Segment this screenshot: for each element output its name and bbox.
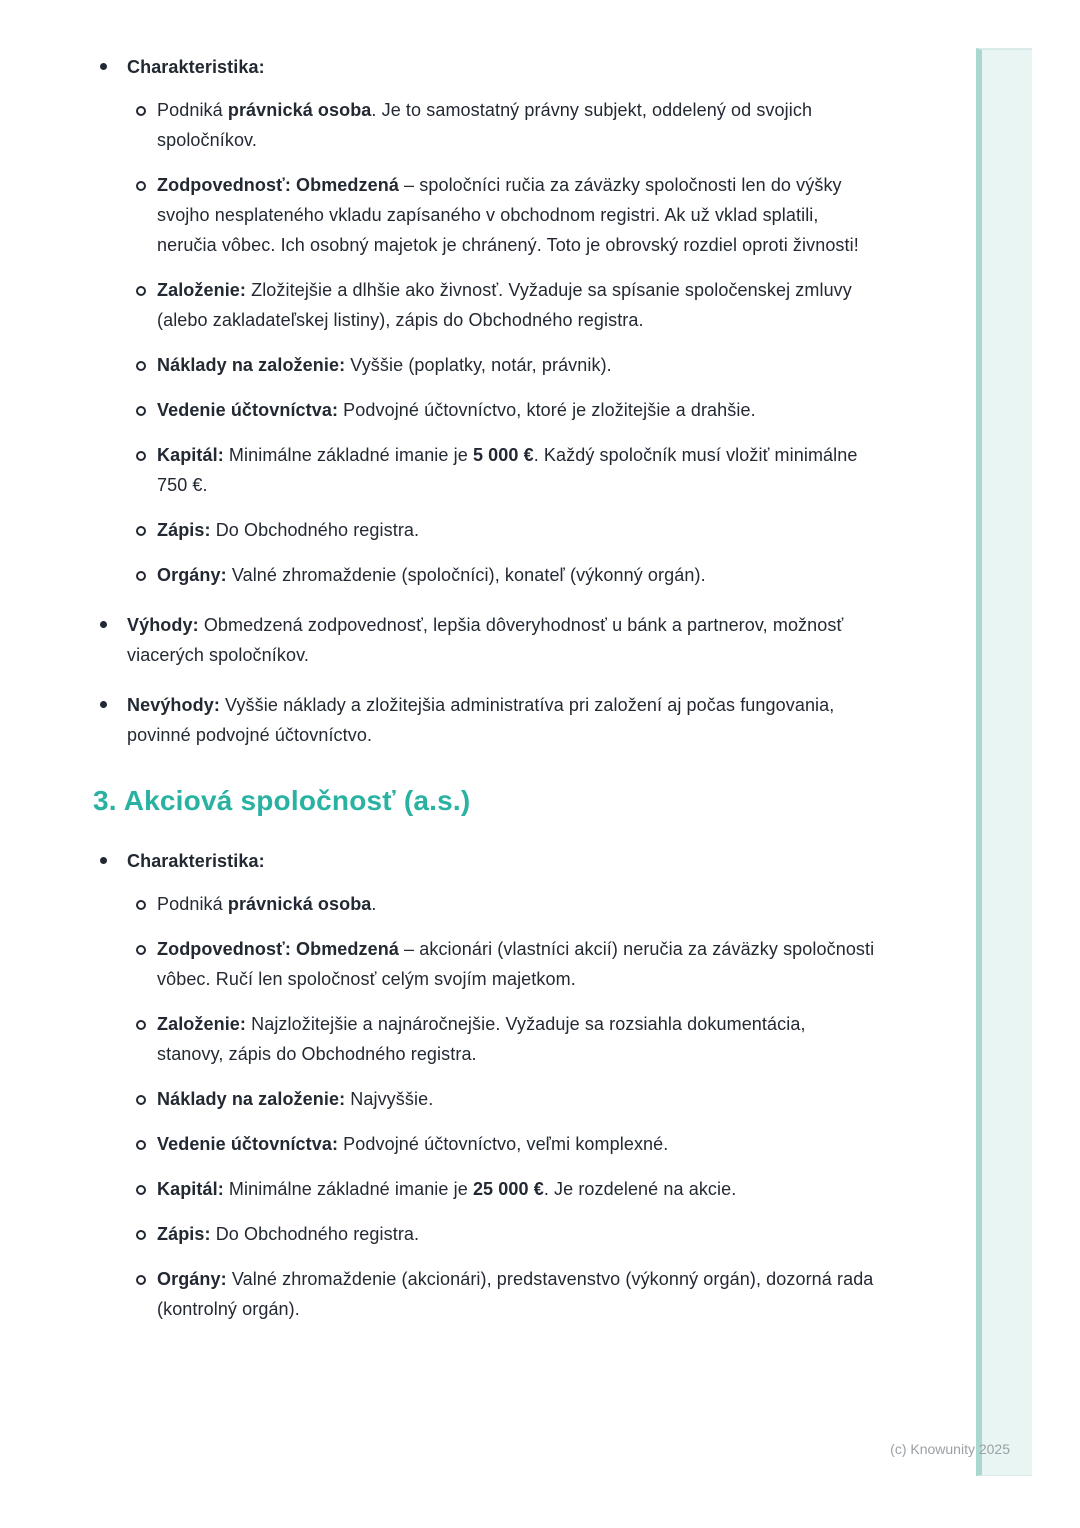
sub-list-item bbox=[127, 515, 877, 545]
bold-text-run: Orgány: bbox=[157, 565, 227, 585]
text-run: . Je to samostatný právny subjekt, oddelený od svojich spoločníkov. bbox=[157, 100, 813, 150]
sub-list-item bbox=[127, 395, 877, 425]
bold-text-run: Založenie: bbox=[157, 280, 247, 300]
text-run: Minimálne základné imanie je bbox=[223, 445, 473, 465]
bold-text-run: Založenie: bbox=[157, 1014, 247, 1034]
section-heading: 3. Akciová spoločnosť (a.s.) bbox=[93, 785, 471, 816]
sub-bullet-list bbox=[127, 95, 903, 590]
sub-list-item bbox=[127, 1129, 877, 1159]
bold-text-run: Zápis: bbox=[157, 520, 211, 540]
text-run: Najvyššie. bbox=[345, 1089, 434, 1109]
text-run: Do Obchodného registra. bbox=[210, 1224, 420, 1244]
bold-text-run: právnická osoba bbox=[227, 894, 372, 914]
text-run: Vyššie náklady a zložitejšia administratíva pri založení aj počas fungovania, povinné podvojné účtovníctvo. bbox=[127, 695, 835, 745]
copyright-watermark: (c) Knowunity 2025 bbox=[890, 1441, 1010, 1457]
bold-text-run: Orgány: bbox=[157, 1269, 227, 1289]
text-run: Minimálne základné imanie je bbox=[223, 1179, 473, 1199]
text-run: Obmedzená zodpovednosť, lepšia dôveryhodnosť u bánk a partnerov, možnosť viacerých spoločníkov. bbox=[127, 615, 844, 665]
sub-list-item bbox=[127, 350, 877, 380]
sub-list-item bbox=[127, 275, 877, 335]
bold-text-run: Nevýhody: bbox=[127, 695, 220, 715]
bold-text-run: Výhody: bbox=[127, 615, 199, 635]
sub-list-item bbox=[127, 934, 877, 994]
sub-list-item bbox=[127, 1174, 877, 1204]
bold-text-run: Zodpovednosť: Obmedzená bbox=[157, 175, 399, 195]
sub-list-item bbox=[127, 560, 877, 590]
sub-list-item bbox=[127, 1264, 877, 1324]
list-item bbox=[93, 846, 903, 1324]
bold-text-run: Kapitál: bbox=[157, 1179, 224, 1199]
text-run: Valné zhromaždenie (spoločníci), konateľ (výkonný orgán). bbox=[226, 565, 706, 585]
text-run: . bbox=[371, 894, 377, 914]
text-run: – akcionári (vlastníci akcií) neručia za záväzky spoločnosti vôbec. Ručí len spoločnosť celým svojím majetkom. bbox=[157, 939, 875, 989]
text-run: Vyššie (poplatky, notár, právnik). bbox=[345, 355, 612, 375]
text-run: Valné zhromaždenie (akcionári), predstavenstvo (výkonný orgán), dozorná rada (kontrolný orgán). bbox=[157, 1269, 874, 1319]
sub-list-item bbox=[127, 1084, 877, 1114]
bold-text-run: Kapitál: bbox=[157, 445, 224, 465]
sub-list-item bbox=[127, 170, 877, 260]
list-item bbox=[93, 690, 903, 750]
text-run: – spoločníci ručia za záväzky spoločnosti len do výšky svojho nesplateného vkladu zapísaného v obchodnom registri. Ak už vklad splatili, neručia vôbec. Ich osobný majetok je chránený. Toto je obrovský rozdiel oproti živnosti! bbox=[157, 175, 859, 255]
page-edge-accent-bar bbox=[976, 48, 1032, 1476]
bullet-list bbox=[93, 52, 950, 750]
sub-list-item bbox=[127, 889, 877, 919]
bold-text-run: právnická osoba bbox=[227, 100, 372, 120]
bold-text-run: 5 000 € bbox=[472, 445, 534, 465]
text-run: Najzložitejšie a najnáročnejšie. Vyžaduje sa rozsiahla dokumentácia, stanovy, zápis do Obchodného registra. bbox=[157, 1014, 806, 1064]
bold-text-run: Náklady na založenie: bbox=[157, 1089, 346, 1109]
bold-text-run: Náklady na založenie: bbox=[157, 355, 346, 375]
text-run: Podniká bbox=[157, 100, 228, 120]
text-run: . Je rozdelené na akcie. bbox=[543, 1179, 737, 1199]
sub-list-item bbox=[127, 95, 877, 155]
sub-bullet-list bbox=[127, 889, 903, 1324]
sub-list-item bbox=[127, 1219, 877, 1249]
text-run: Zložitejšie a dlhšie ako živnosť. Vyžaduje sa spísanie spoločenskej zmluvy (alebo zakladateľskej listiny), zápis do Obchodného registra. bbox=[157, 280, 852, 330]
sub-list-item bbox=[127, 1009, 877, 1069]
list-item bbox=[93, 610, 903, 670]
sub-list-item bbox=[127, 440, 877, 500]
bold-text-run: Charakteristika: bbox=[127, 57, 265, 77]
text-run: Podvojné účtovníctvo, ktoré je zložitejšie a drahšie. bbox=[338, 400, 756, 420]
bold-text-run: Zápis: bbox=[157, 1224, 211, 1244]
bullet-list bbox=[93, 846, 950, 1324]
text-run: Do Obchodného registra. bbox=[210, 520, 420, 540]
text-run: . Každý spoločník musí vložiť minimálne 750 €. bbox=[157, 445, 858, 495]
bold-text-run: Zodpovednosť: Obmedzená bbox=[157, 939, 399, 959]
bold-text-run: Vedenie účtovníctva: bbox=[157, 400, 339, 420]
bold-text-run: Vedenie účtovníctva: bbox=[157, 1134, 339, 1154]
text-run: Podvojné účtovníctvo, veľmi komplexné. bbox=[338, 1134, 669, 1154]
bold-text-run: Charakteristika: bbox=[127, 851, 265, 871]
bold-text-run: 25 000 € bbox=[472, 1179, 544, 1199]
text-run: Podniká bbox=[157, 894, 228, 914]
list-item bbox=[93, 52, 903, 590]
